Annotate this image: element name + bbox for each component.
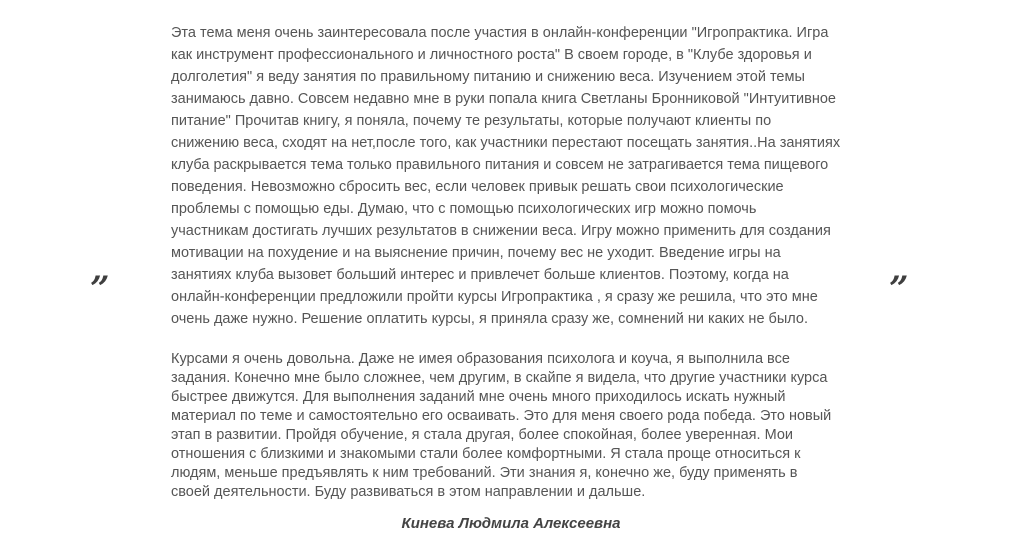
quote-open-icon: ” [90,269,108,309]
text-line: участникам достигать лучших результатов в снижении веса. Игру можно применить для создания [171,223,831,239]
text-line: проблемы с помощью еды. Думаю, что с помощью психологических игр можно помочь [171,201,757,217]
text-line: отношения с близкими и знакомыми стали более комфортными. Я стала проще относиться к [171,446,801,462]
text-line: людям, меньше предъявлять к ним требований. Эти знания я, конечно же, буду применять в [171,465,798,481]
text-line: питание" Прочитав книгу, я поняла, почему те результаты, которые получают клиенты по [171,113,772,129]
text-line: Эта тема меня очень заинтересовала после участия в онлайн-конференции "Игропрактика. Игра [171,25,829,41]
text-line: своей деятельности. Буду развиваться в этом направлении и дальше. [171,484,646,500]
text-line: долголетия" я веду занятия по правильному питанию и снижению веса. Изучением этой темы [171,69,805,85]
text-line: клуба раскрывается тема только правильного питания и совсем не затрагивается тема пищевого [171,157,829,173]
testimonial-author: Кинева Людмила Алексеевна [401,515,621,532]
testimonial-paragraph-1 [171,22,861,330]
text-line: занимаюсь давно. Совсем недавно мне в руки попала книга Светланы Бронниковой "Интуитивное [171,91,836,107]
text-line: онлайн-конференции предложили пройти курсы Игропрактика , я сразу же решила, что это мне [171,289,818,305]
text-line: снижению веса, сходят на нет,после того, как участники перестают посещать занятия..На занятиях [171,135,841,151]
text-line: занятиях клуба вызовет больший интерес и привлечет больше клиентов. Поэтому, когда на [171,267,789,283]
text-line: Курсами я очень довольна. Даже не имея образования психолога и коуча, я выполнила все [171,351,790,367]
text-line: задания. Конечно мне было сложнее, чем другим, в скайпе я видела, что другие участники курса [171,370,828,386]
text-line: мотивации на похудение и на выяснение причин, почему вес не уходит. Введение игры на [171,245,781,261]
text-line: этап в развитии. Пройдя обучение, я стала другая, более спокойная, более уверенная. Мои [171,427,793,443]
text-line: материал по теме и самостоятельно его осваивать. Это для меня своего рода победа. Это новый [171,408,832,424]
text-line: как инструмент профессионального и личностного роста" В своем городе, в "Клубе здоровья и [171,47,812,63]
quote-close-icon: ” [889,269,907,309]
text-line: быстрее движутся. Для выполнения заданий мне очень много приходилось искать нужный [171,389,786,405]
text-line: очень даже нужно. Решение оплатить курсы, я приняла сразу же, сомнений ни каких не было. [171,311,808,327]
text-line: поведения. Невозможно сбросить вес, если человек привык решать свои психологические [171,179,784,195]
testimonial-paragraph-2 [171,350,861,502]
